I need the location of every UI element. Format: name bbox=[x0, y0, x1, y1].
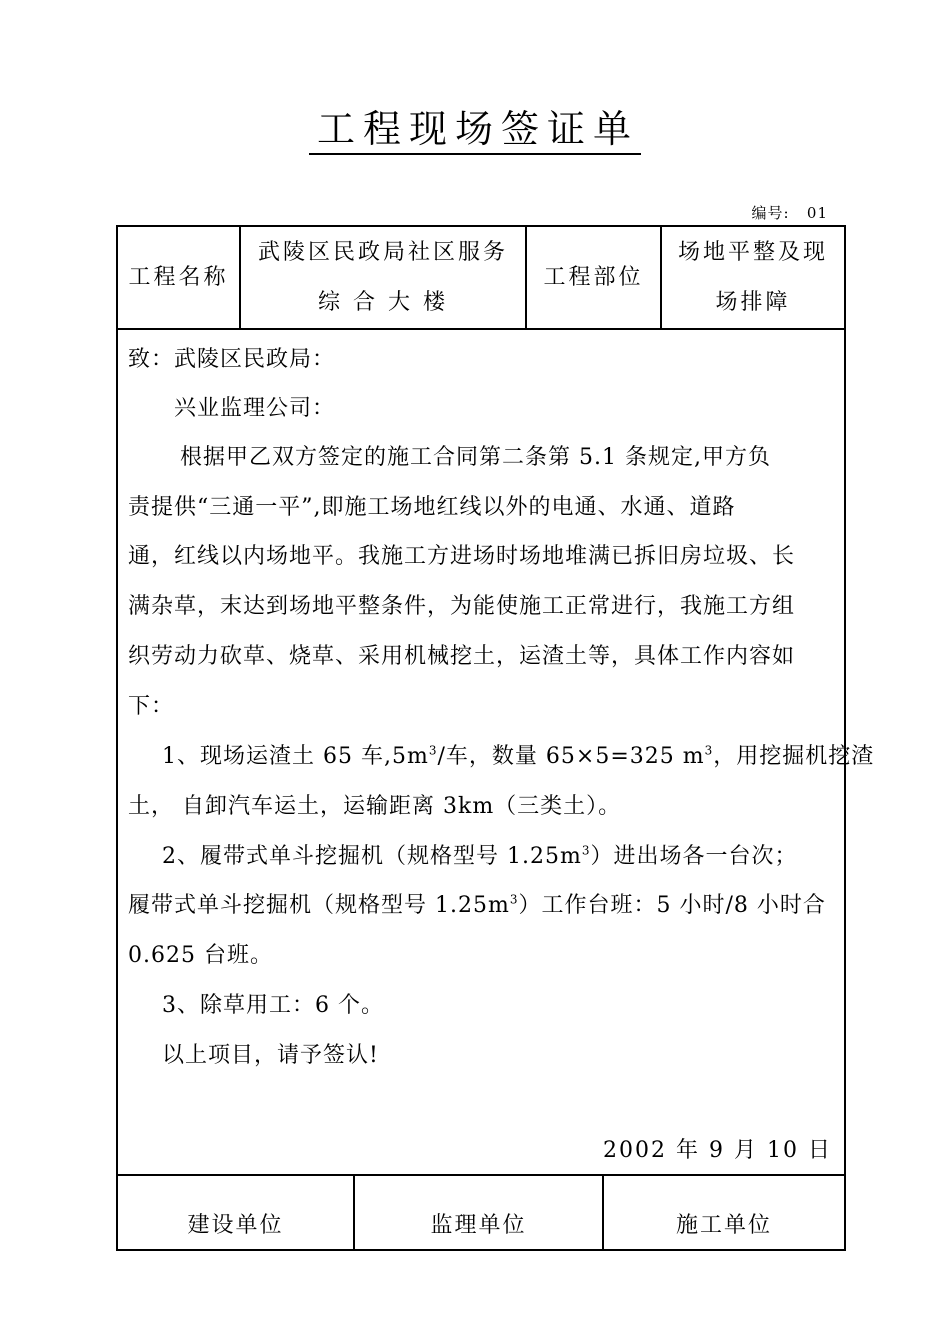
item-2-line-3: 0.625 台班。 bbox=[128, 943, 273, 968]
owner-unit: 建设单位 bbox=[118, 1176, 355, 1251]
supervisor-unit: 监理单位 bbox=[355, 1176, 604, 1251]
paragraph-line: 根据甲乙双方签定的施工合同第二条第 5.1 条规定,甲方负 bbox=[180, 445, 771, 470]
item-2-line-1: 2、履带式单斗挖掘机（规格型号 $1.25m^3$）进出场各一台次； bbox=[162, 843, 798, 869]
closing-text: 以上项目，请予签认! bbox=[162, 1043, 379, 1068]
paragraph-line: 通，红线以内场地平。我施工方进场时场地堆满已拆旧房垃圾、长 bbox=[128, 544, 796, 569]
contractor-unit: 施工单位 bbox=[675, 1213, 772, 1238]
document-title: 工程现场签证单 bbox=[0, 98, 950, 153]
serial-number: 编号: 01 bbox=[751, 204, 828, 222]
item-3: 3、除草用工：6 个。 bbox=[162, 993, 384, 1018]
item-1-line-1: 1、现场运渣土 65 车$,5m^3/$车，数量 65×5=325 $m^3$，用挖掘机挖渣 bbox=[162, 743, 875, 769]
paragraph-line: 织劳动力砍草、烧草、采用机械挖土，运渣土等，具体工作内容如 bbox=[128, 644, 796, 669]
location-label: 工程部位 bbox=[527, 227, 662, 328]
addressee-2: 兴业监理公司： bbox=[174, 396, 336, 421]
item-1-line-2: 土， 自卸汽车运土，运输距离 3km（三类土）。 bbox=[128, 794, 622, 819]
item-2-line-2: 履带式单斗挖掘机（规格型号 $1.25m^3$）工作台班：5 小时/8 小时合 bbox=[128, 892, 826, 918]
content-cell bbox=[118, 328, 875, 1174]
location-value: 场地平整及现 场排障 bbox=[677, 239, 828, 315]
addressee-1: 致：武陵区民政局： bbox=[128, 347, 336, 372]
paragraph-line: 满杂草，末达到场地平整条件，为能使施工正常进行，我施工方组 bbox=[128, 594, 796, 619]
sign-date: 2002 年 9 月 10 日 bbox=[603, 1138, 832, 1163]
visa-form bbox=[116, 225, 875, 1251]
project-name-value: 武陵区民政局社区服务 综 合 大 楼 bbox=[241, 227, 527, 328]
header-row bbox=[118, 227, 844, 330]
project-name-label: 工程名称 bbox=[118, 227, 241, 328]
signature-row bbox=[118, 1174, 844, 1251]
paragraph-line: 下： bbox=[128, 694, 175, 719]
paragraph-line: 责提供“三通一平”,即施工场地红线以外的电通、水通、道路 bbox=[128, 495, 736, 520]
